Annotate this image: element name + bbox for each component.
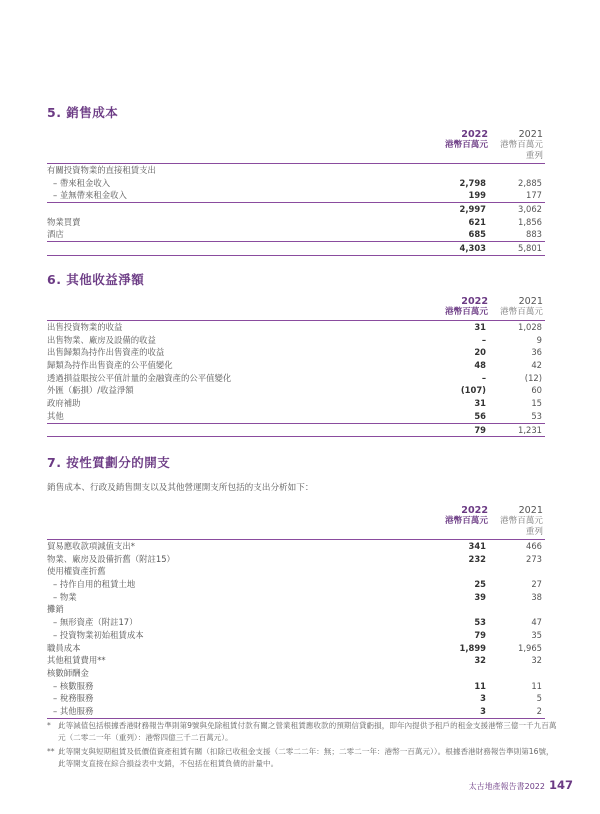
table-row	[47, 705, 545, 719]
row-label: 外匯（虧損）/收益淨額	[47, 385, 134, 396]
value-2021: 466	[526, 541, 542, 551]
row-label: – 帶來租金收入	[53, 177, 111, 188]
value-2021: 36	[531, 347, 542, 358]
col-2021-header	[483, 505, 543, 538]
table-row	[47, 629, 545, 642]
row-label: 核數師酬金	[47, 667, 89, 678]
table-row	[47, 189, 545, 202]
table-row	[47, 642, 545, 655]
value-2022: 31	[474, 322, 486, 332]
footnote-text: 此等開支與短期租賃及低價值資產租賃有關（扣除已收租金支援（二零二二年：無；二零二一年：港幣一百萬元））。根據香港財務報告準則第16號，此等開支直接在綜合損益表中支銷，不包括在租賃負債的計量中。	[58, 747, 554, 768]
total-row	[47, 423, 545, 438]
value-2021: 2,885	[518, 177, 542, 188]
value-2021: 9	[536, 334, 542, 345]
row-label: – 投資物業初始租賃成本	[53, 629, 144, 640]
table-row	[47, 603, 545, 616]
value-2021: 42	[531, 360, 542, 371]
value-2021: 35	[531, 629, 542, 640]
row-label: 物業買賣	[47, 216, 81, 227]
page-number: 147	[548, 778, 573, 792]
value-2021: 177	[526, 190, 542, 201]
table-row	[47, 359, 545, 372]
value-2021: 38	[531, 591, 542, 602]
section-5-column-header	[47, 129, 545, 163]
value-2021: 60	[531, 385, 542, 396]
value-2022: 20	[474, 347, 486, 358]
value-2022: 56	[474, 410, 486, 421]
value-2021: 5	[536, 693, 542, 704]
footnote-1	[47, 720, 557, 743]
unit-2022-label: 港幣百萬元	[445, 307, 488, 317]
value-2022: 32	[474, 655, 486, 666]
footnote-text: 此等減值包括根據香港財務報告準則第9號與免除租賃付款有關之營業租賃應收款的預期信貸虧損，即年內提供予租戶的租金支援港幣三億一千九百萬元（二零二一年（重列）：港幣四億三千二百萬元）。	[58, 721, 557, 742]
unit-2022-label: 港幣百萬元	[445, 140, 488, 150]
value-2022: 79	[474, 629, 486, 640]
unit-2021-label: 港幣百萬元	[500, 140, 543, 150]
value-2022: –	[481, 372, 486, 383]
table-row	[47, 334, 545, 347]
table-row	[47, 384, 545, 397]
table-row	[47, 654, 545, 667]
value-2022: –	[481, 334, 486, 345]
row-label: – 其他服務	[53, 705, 94, 716]
year-2022-label: 2022	[461, 296, 488, 307]
value-2021: 15	[531, 398, 542, 409]
row-label: – 無形資產（附註17）	[53, 617, 138, 628]
row-label: 有關投資物業的直接租賃支出	[47, 165, 156, 175]
total-row	[47, 241, 545, 256]
value-2021: (12)	[524, 372, 542, 383]
value-2021: 1,231	[518, 424, 542, 435]
row-label: 酒店	[47, 229, 64, 240]
row-label: 歸類為持作出售資產的公平值變化	[47, 360, 173, 371]
year-2021-label: 2021	[518, 505, 543, 516]
restated-label: 重列	[525, 151, 543, 161]
section-5-title: 5. 銷售成本	[47, 105, 119, 120]
value-2022: 1,899	[459, 642, 486, 653]
row-label: – 物業	[53, 591, 77, 602]
row-label: 貿易應收款項減值支出*	[47, 541, 135, 551]
value-2022: 25	[474, 579, 486, 590]
value-2022: 3	[480, 693, 486, 704]
section-6-other-net-gains	[47, 270, 545, 437]
table-row	[47, 540, 545, 553]
row-label: – 持作自用的租賃土地	[53, 579, 136, 590]
row-label: 透過損益賬按公平值計量的金融資產的公平值變化	[47, 372, 232, 383]
value-2022: 11	[474, 680, 486, 691]
row-label: – 核數服務	[53, 680, 94, 691]
table-row	[47, 591, 545, 604]
value-2022: 2,798	[459, 177, 486, 188]
footnote-2	[47, 746, 557, 769]
subtotal-row	[47, 202, 545, 216]
value-2021: 273	[526, 553, 542, 564]
row-label: 攤銷	[47, 604, 64, 615]
footnote-mark: *	[47, 721, 51, 730]
table-row	[47, 397, 545, 410]
unit-2022-label: 港幣百萬元	[445, 516, 488, 526]
table-row	[47, 565, 545, 578]
unit-2021-label: 港幣百萬元	[500, 307, 543, 317]
value-2022: 2,997	[459, 204, 486, 215]
table-row	[47, 228, 545, 241]
table-row	[47, 177, 545, 190]
row-label: 政府補助	[47, 398, 81, 409]
value-2021: 5,801	[518, 243, 542, 254]
table-row	[47, 667, 545, 680]
value-2022: 31	[474, 398, 486, 409]
table-row	[47, 680, 545, 693]
unit-2021-label: 港幣百萬元	[500, 516, 543, 526]
table-row	[47, 410, 545, 423]
value-2022: 621	[468, 216, 486, 227]
value-2021: 11	[531, 680, 542, 691]
value-2021: 1,965	[518, 642, 542, 653]
row-label: 職員成本	[47, 642, 81, 653]
year-2021-label: 2021	[518, 296, 543, 307]
row-label: – 並無帶來租金收入	[53, 190, 127, 201]
col-2021-header	[483, 129, 543, 162]
col-2022-header	[418, 505, 488, 527]
year-2021-label: 2021	[518, 129, 543, 140]
report-title: 太古地產報告書2022	[468, 782, 545, 791]
footnote-mark: **	[47, 747, 55, 756]
row-label: 其他	[47, 410, 64, 421]
value-2021: 1,856	[518, 216, 542, 227]
table-row	[47, 578, 545, 591]
value-2022: 199	[468, 190, 486, 201]
value-2021: 32	[531, 655, 542, 666]
table-row	[47, 372, 545, 385]
table-row	[47, 321, 545, 334]
table-row	[47, 616, 545, 629]
col-2022-header	[418, 129, 488, 151]
table-row	[47, 346, 545, 359]
value-2022: 39	[474, 591, 486, 602]
year-2022-label: 2022	[461, 129, 488, 140]
row-label: – 稅務服務	[53, 693, 94, 704]
value-2021: 1,028	[518, 322, 542, 332]
table-row	[47, 164, 545, 177]
year-2022-label: 2022	[461, 505, 488, 516]
value-2022: 341	[468, 541, 486, 551]
row-label: 其他租賃費用**	[47, 655, 106, 666]
value-2021: 2	[536, 705, 542, 716]
value-2021: 883	[526, 229, 542, 240]
value-2022: 3	[480, 705, 486, 716]
row-label: 出售投資物業的收益	[47, 322, 123, 332]
value-2022: 232	[468, 553, 486, 564]
row-label: 物業、廠房及設備折舊（附註15）	[47, 553, 175, 564]
row-label: 使用權資產折舊	[47, 566, 106, 577]
col-2022-header	[418, 296, 488, 318]
row-label: 出售物業、廠房及設備的收益	[47, 334, 156, 345]
section-6-title: 6. 其他收益淨額	[47, 272, 145, 287]
value-2022: 79	[474, 424, 486, 435]
page-footer	[469, 778, 573, 792]
section-6-column-header	[47, 296, 545, 320]
value-2021: 53	[531, 410, 542, 421]
restated-label: 重列	[525, 527, 543, 537]
value-2021: 3,062	[518, 204, 542, 215]
value-2022: (107)	[460, 385, 486, 396]
section-7-title: 7. 按性質劃分的開支	[47, 455, 171, 470]
section-7-expenses-by-nature	[47, 453, 545, 719]
col-2021-header	[483, 296, 543, 318]
table-row	[47, 553, 545, 566]
value-2022: 4,303	[459, 243, 486, 254]
value-2022: 53	[474, 617, 486, 628]
section-5-cost-of-sales	[47, 103, 545, 256]
table-row	[47, 216, 545, 229]
row-label: 出售歸類為持作出售資產的收益	[47, 347, 165, 358]
value-2022: 685	[468, 229, 486, 240]
value-2021: 47	[531, 617, 542, 628]
table-row	[47, 692, 545, 705]
value-2021: 27	[531, 579, 542, 590]
value-2022: 48	[474, 360, 486, 371]
section-7-intro: 銷售成本、行政及銷售開支以及其他營運開支所包括的支出分析如下：	[47, 483, 314, 493]
section-7-column-header	[47, 505, 545, 539]
